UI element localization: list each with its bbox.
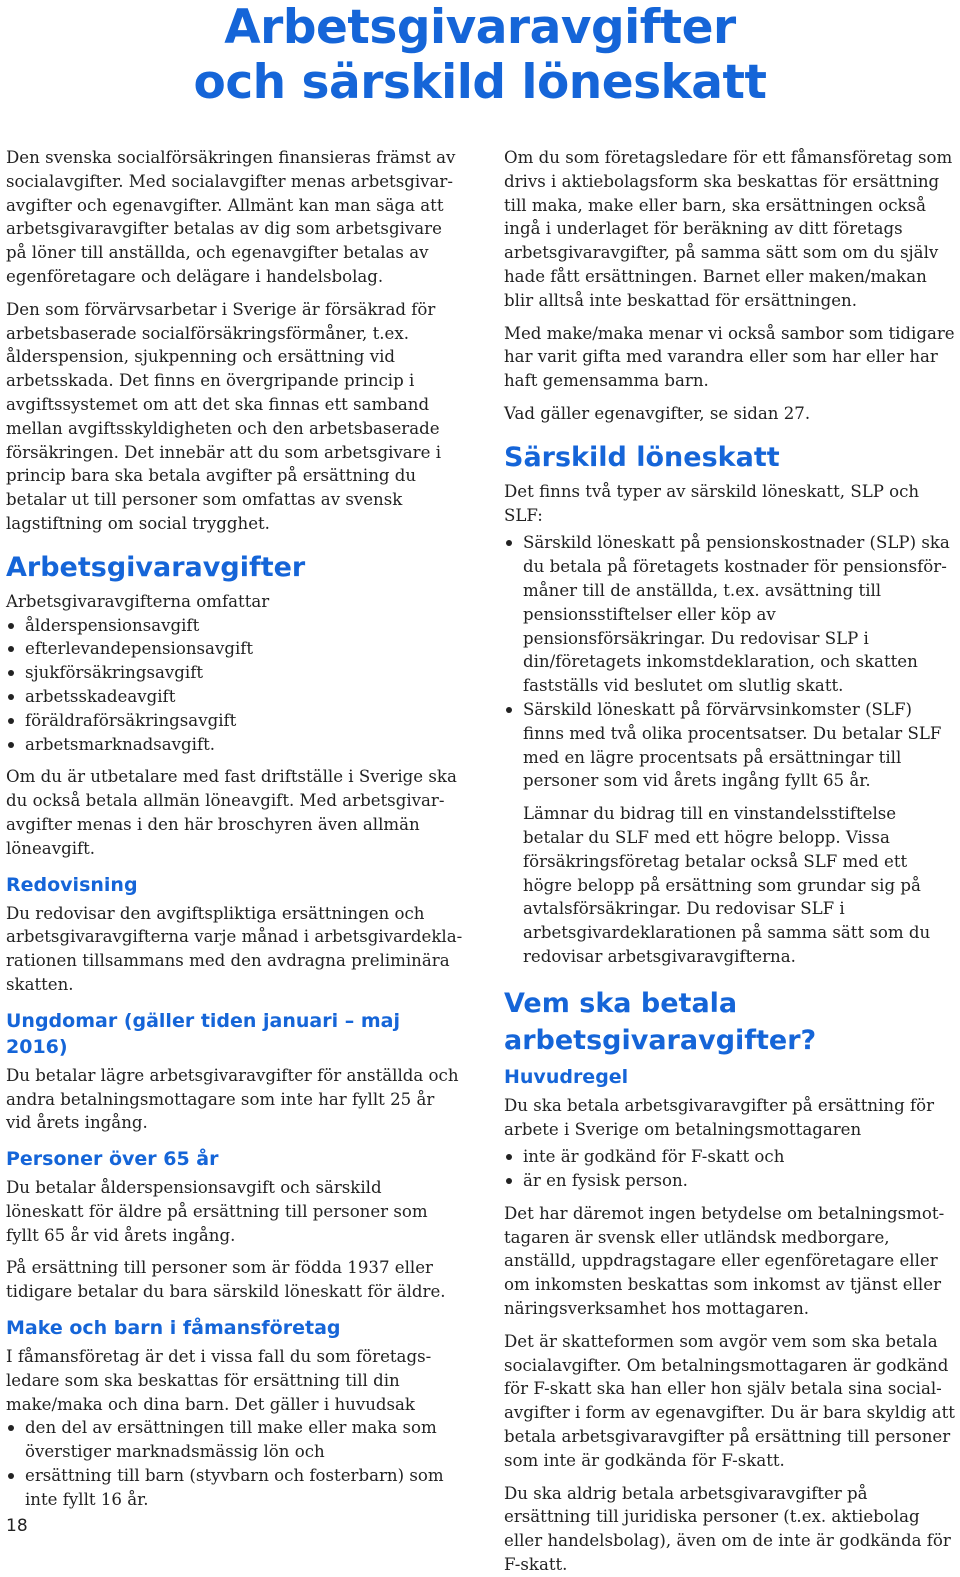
make-paragraph: I fåmansföretag är det i vissa fall du som företagsledare som ska beskattas för ersättning till din make/maka och dina barn. Det gäller i huvudsak [6,1347,432,1414]
redovisning-paragraph: Du redovisar den avgiftspliktiga ersättningen och arbetsgivaravgifterna varje månad i arbetsgivardeklarationen tillsammans med den avdragna preliminära skatten. [6,903,463,994]
sarskild-intro: Det finns två typer av särskild löneskatt, SLP och SLF: [504,481,920,525]
sarskild-extra-paragraph: Lämnar du bidrag till en vinstandelsstiftelse betalar du SLF med ett högre belopp. Vissa försäkringsföretag betalar också SLF med ett högre belopp på ersättning som grundar sig på avtalsförsäkringar. Du redovisar SLF i arbetsgivardeklarationen på samma sätt som du redovisar arbetsgivaravgifterna. [523,804,931,966]
ungdomar-heading: Ungdomar (gäller tiden januari – maj 2016) [6,1009,400,1058]
list-item: sjukförsäkringsavgift [6,661,464,685]
page-title-line-2: och särskild löneskatt [193,55,767,110]
personer-paragraph-2: På ersättning till personer som är födda 1937 eller tidigare betalar du bara särskild löneskatt för äldre. [6,1258,446,1302]
personer-paragraph-1: Du betalar ålderspensionsavgift och särskild löneskatt för äldre på ersättning till personer som fyllt 65 år vid årets ingång. [6,1178,428,1245]
huvudregel-paragraph: Du ska betala arbetsgivaravgifter på ersättning för arbete i Sverige om betalningsmottagaren [504,1095,935,1139]
list-item: den del av ersättningen till make eller maka som överstiger marknadsmässig lön och [6,1416,464,1464]
list-item: föräldraförsäkringsavgift [6,709,464,733]
famans-paragraph-3: Vad gäller egenavgifter, se sidan 27. [504,403,811,423]
loneavgift-paragraph: Om du är utbetalare med fast driftställe i Sverige ska du också betala allmän löneavgift. Med arbetsgivaravgifter menas i den här broschyren även allmän löneavgift. [6,767,457,858]
intro-paragraph-1: Den svenska socialförsäkringen finansieras främst av socialavgifter. Med socialavgifter menas arbetsgivaravgifter och egenavgifter. Allmänt kan man säga att arbetsgivaravgifter betalas av dig som arbetsgivare på löner till anställda, och egenavgifter betalas av egenföretagare och delägare i handelsbolag. [6,148,456,286]
list-item: inte är godkänd för F-skatt och [504,1145,956,1169]
right-column [504,146,956,1577]
list-item: Särskild löneskatt på pensionskostnader (SLP) ska du betala på företagets kostnader för pensionsförmåner till de anställda, t.ex. avsättning till pensionsstiftelser eller köp av pensionsförsäkringar. Du redovisar SLP i din/företagets inkomstdeklaration, och skatten fastställs vid beslutet om slutlig skatt. [504,531,956,698]
make-heading: Make och barn i fåmansföretag [6,1317,341,1340]
huvudregel-heading: Huvudregel [504,1065,629,1088]
personer-heading: Personer över 65 år [6,1148,219,1171]
page-title [0,0,960,110]
famans-paragraph-1: Om du som företagsledare för ett fåmansföretag som drivs i aktiebolagsform ska beskattas för ersättning till maka, make eller barn, ska ersättningen också ingå i underlaget för beräkning av ditt företags arbetsgivaravgifter, på samma sätt som om du själv hade fått ersättningen. Barnet eller maken/makan blir alltså inte beskattad för ersättningen. [504,148,953,310]
list-item: ersättning till barn (styvbarn och fosterbarn) som inte fyllt 16 år. [6,1464,464,1512]
huvudregel-list [504,1145,956,1193]
intro-paragraph-2: Den som förvärvsarbetar i Sverige är försäkrad för arbetsbaserade socialförsäkringsförmåner, t.ex. ålderspension, sjukpenning och ersättning vid arbetsskada. Det finns en övergripande princip i avgiftssystemet om att det ska finnas ett samband mellan avgiftsskyldigheten och den arbetsbaserade försäkringen. Det innebär att du som arbetsgivare i princip bara ska betala avgifter på ersättning du betalar ut till personer som omfattas av svensk lagstiftning om social trygghet. [6,299,442,533]
list-item: Särskild löneskatt på förvärvsinkomster (SLF) finns med två olika procentsatser. Du betalar SLF med en lägre procentsats på ersättningar till personer som vid årets ingång fyllt 65 år. [504,698,956,793]
vem-ska-betala-heading: Vem ska betala arbetsgivaravgifter? [504,987,817,1056]
ungdomar-paragraph: Du betalar lägre arbetsgivaravgifter för anställda och andra betalningsmottagare som inte har fyllt 25 år vid årets ingång. [6,1065,459,1133]
list-item: ålderspensionsavgift [6,614,464,638]
skatteform-paragraph: Det är skatteformen som avgör vem som ska betala socialavgifter. Om betalningsmottagaren är godkänd för F-skatt ska han eller hon själv betala sina socialavgifter i form av egenavgifter. Du är bara skyldig att betala arbetsgivaravgifter på ersättning till personer som inte är godkända för F-skatt. [504,1331,955,1470]
betalningsmottagare-paragraph: Det har däremot ingen betydelse om betalningsmottagaren är svensk eller utländsk medborgare, anställd, uppdragstagare eller egenföretagare eller om inkomsten beskattas som inkomst av tjänst eller näringsverksamhet hos mottagaren. [504,1203,945,1319]
arbetsgivaravgifter-intro: Arbetsgivaravgifterna omfattar [6,591,270,611]
list-item: är en fysisk person. [504,1169,956,1193]
juridiska-personer-paragraph: Du ska aldrig betala arbetsgivaravgifter på ersättning till juridiska personer (t.ex. aktiebolag eller handelsbolag), även om de inte är godkända för F-skatt. [504,1483,951,1575]
page-number: 18 [6,1516,28,1536]
list-item: arbetsskadeavgift [6,685,464,709]
arbetsgivaravgifter-heading: Arbetsgivaravgifter [6,551,306,583]
avgifter-list [6,614,464,757]
sarskild-loneskatt-heading: Särskild löneskatt [504,441,780,473]
left-column [6,146,464,1521]
sarskild-list [504,531,956,793]
list-item: efterlevandepensionsavgift [6,637,464,661]
page-title-line-1: Arbetsgivaravgifter [224,0,736,55]
list-item: arbetsmarknadsavgift. [6,733,464,757]
make-list [6,1416,464,1511]
famans-paragraph-2: Med make/maka menar vi också sambor som tidigare har varit gifta med varandra eller som har eller har haft gemensamma barn. [504,323,955,391]
redovisning-heading: Redovisning [6,873,138,896]
